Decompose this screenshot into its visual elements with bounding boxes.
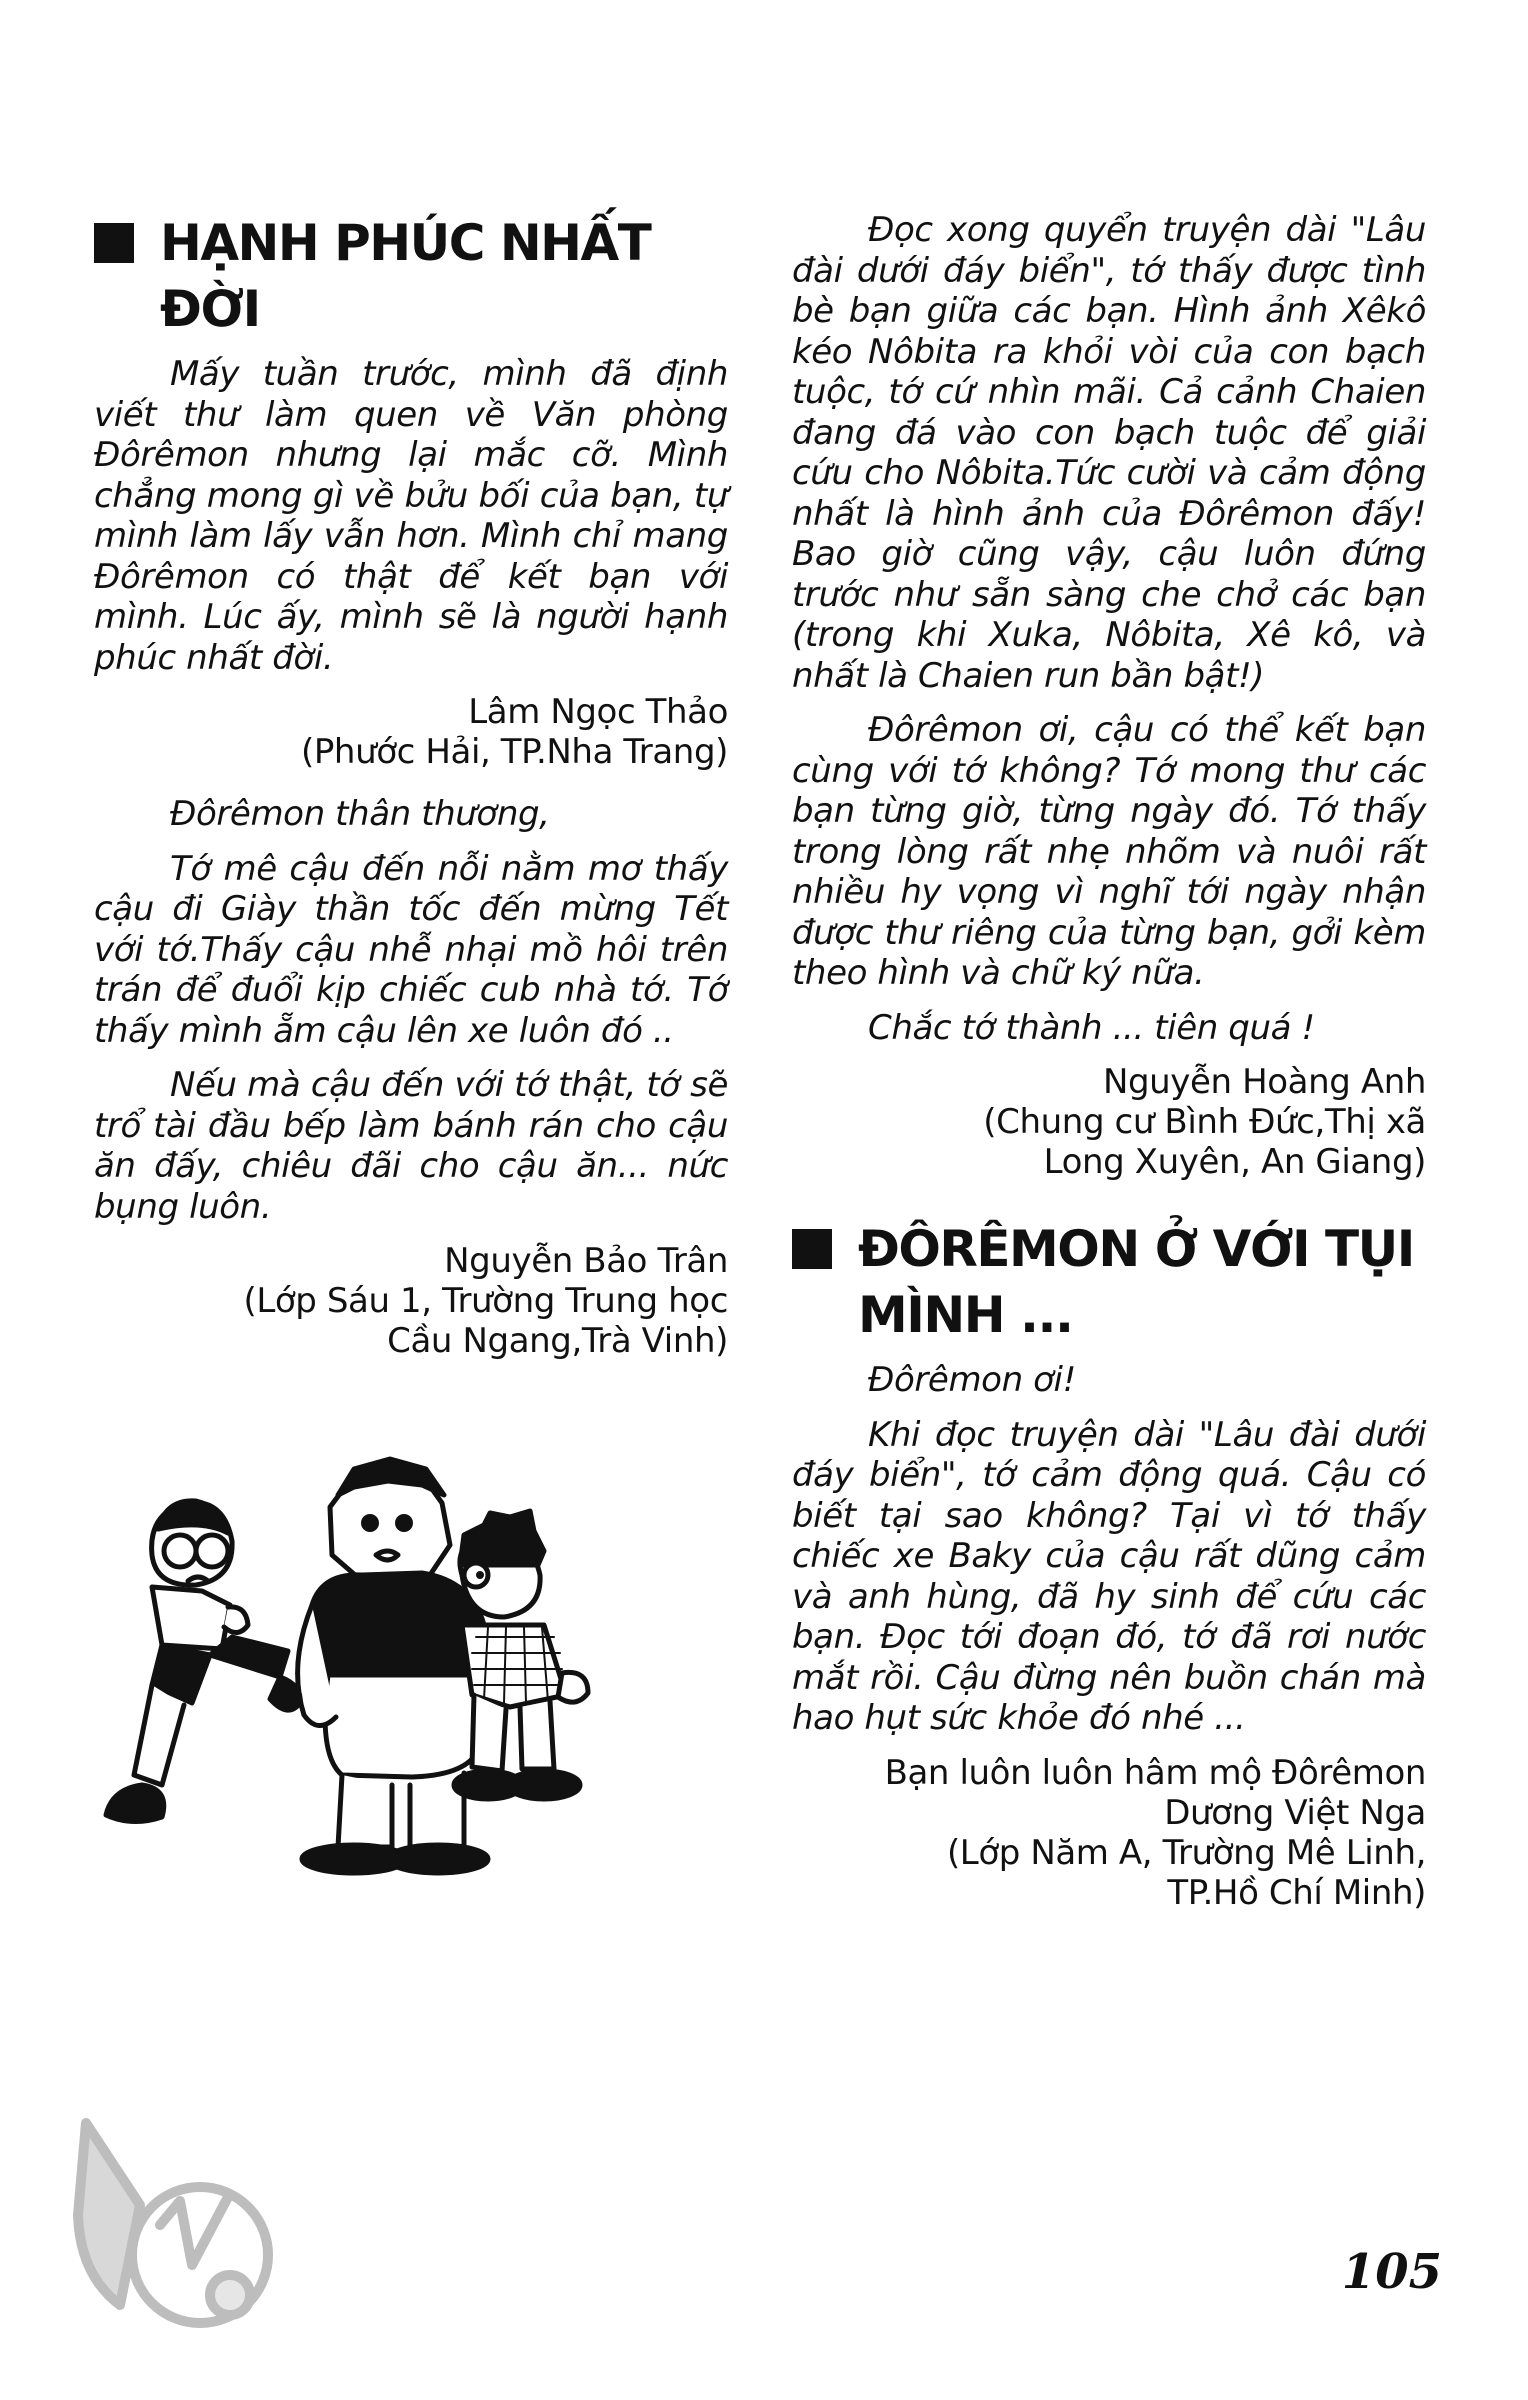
letter-paragraph: Khi đọc truyện dài "Lâu đài dưới đáy biển", tớ cảm động quá. Cậu có biết tại sao không? Tại vì tớ thấy chiếc xe Baky của cậu rất dũng cảm và anh hùng, đã hy sinh để cứu các bạn. Đọc tới đoạn đó, tớ đã rơi nước mắt rồi. Cậu đừng nên buồn chán mà hao hụt sức khỏe đó nhé ...: [792, 1414, 1426, 1738]
cartoon-illustration: [92, 1455, 742, 1915]
letter-paragraph: Đôrêmon ơi, cậu có thể kết bạn cùng với tớ không? Tớ mong thư các bạn từng giờ, từng ngày đó. Tớ thấy trong lòng rất nhẹ nhõm và nuôi rất nhiều hy vọng vì nghĩ tới ngày nhận được thư riêng của từng bạn, gởi kèm theo hình và chữ ký nữa.: [792, 710, 1426, 993]
signature-line: Bạn luôn luôn hâm mộ Đôrêmon: [884, 1752, 1426, 1793]
letter-paragraph: Tớ mê cậu đến nỗi nằm mơ thấy cậu đi Giày thần tốc đến mừng Tết với tớ.Thấy cậu nhễ nhại mồ hôi trên trán để đuổi kịp chiếc cub nhà tớ. Tớ thấy mình ẵm cậu lên xe luôn đó ..: [94, 848, 728, 1051]
left-kid-figure: [106, 1501, 300, 1822]
right-column: [792, 210, 1426, 1935]
signature-line: Long Xuyên, An Giang): [1043, 1142, 1426, 1182]
page-number: 105: [1341, 2244, 1442, 2300]
signature-line: (Phước Hải, TP.Nha Trang): [300, 732, 728, 772]
letter-paragraph: Mấy tuần trước, mình đã định viết thư làm quen về Văn phòng Đôrêmon nhưng lại mắc cỡ. Mình chẳng mong gì về bửu bối của bạn, tự mình làm lấy vẫn hơn. Mình chỉ mang Đôrêmon có thật để kết bạn với mình. Lúc ấy, mình sẽ là người hạnh phúc nhất đời.: [94, 354, 728, 678]
section-heading-happiest: [94, 210, 728, 342]
letter-lam-ngoc-thao: [94, 354, 728, 772]
letter-paragraph: Chắc tớ thành ... tiên quá !: [868, 1007, 1315, 1048]
section-heading-doraemon-with-us: [792, 1216, 1426, 1348]
signature-line: (Chung cư Bình Đức,Thị xã: [983, 1102, 1426, 1142]
heading-text: ĐÔRÊMON Ở VỚI TỤI MÌNH ...: [858, 1220, 1414, 1344]
letter-nguyen-bao-tran: [94, 794, 728, 1361]
doraemon-logo-watermark-icon: [60, 2105, 300, 2345]
signature-line: TP.Hồ Chí Minh): [1167, 1872, 1426, 1913]
signature-line: Nguyễn Bảo Trân: [444, 1241, 728, 1281]
heading-text: HẠNH PHÚC NHẤT ĐỜI: [160, 214, 651, 338]
signature-line: Lâm Ngọc Thảo: [468, 692, 728, 732]
big-kid-figure: [298, 1459, 488, 1873]
letter-duong-viet-nga: [792, 1360, 1426, 1913]
letter-nguyen-hoang-anh: [792, 210, 1426, 1182]
letter-signature: [792, 1753, 1426, 1913]
letter-signature: [94, 692, 728, 772]
signature-line: (Lớp Năm A, Trường Mê Linh,: [946, 1832, 1426, 1873]
left-column: [94, 210, 728, 1383]
letter-paragraph: Nếu mà cậu đến với tớ thật, tớ sẽ trổ tài đầu bếp làm bánh rán cho cậu ăn đấy, chiêu đãi cho cậu ăn... nức bụng luôn.: [94, 1065, 728, 1227]
letter-signature: [792, 1062, 1426, 1182]
signature-line: (Lớp Sáu 1, Trường Trung học: [243, 1281, 728, 1321]
signature-line: Nguyễn Hoàng Anh: [1102, 1062, 1426, 1102]
signature-line: Dương Việt Nga: [1164, 1792, 1426, 1833]
letter-paragraph: Đọc xong quyển truyện dài "Lâu đài dưới đáy biển", tớ thấy được tình bè bạn giữa các bạn. Hình ảnh Xêkô kéo Nôbita ra khỏi vòi của con bạch tuộc, tớ cứ nhìn mãi. Cả cảnh Chaien đang đá vào con bạch tuộc để giải cứu cho Nôbita.Tức cười và cảm động nhất là hình ảnh của Đôrêmon đấy! Bao giờ cũng vậy, cậu luôn đứng trước như sẵn sàng che chở các bạn (trong khi Xuka, Nôbita, Xê kô, và nhất là Chaien run bần bật!): [792, 210, 1426, 696]
letter-signature: [94, 1241, 728, 1361]
letter-salutation: Đôrêmon thân thương,: [170, 794, 550, 834]
letter-salutation: Đôrêmon ơi!: [868, 1360, 1076, 1400]
signature-line: Cầu Ngang,Trà Vinh): [387, 1321, 728, 1361]
heading-square-bullet-icon: [792, 1229, 832, 1269]
right-kid-figure: [454, 1511, 588, 1799]
heading-square-bullet-icon: [94, 223, 134, 263]
